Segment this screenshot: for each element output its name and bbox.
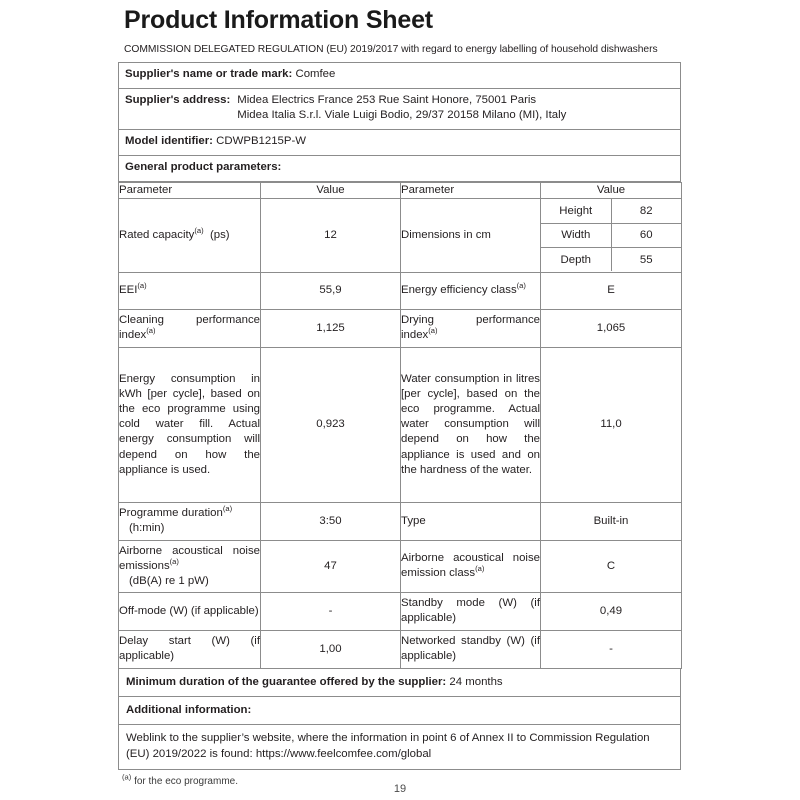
param-programme-duration-unit: (h:min) bbox=[129, 522, 165, 535]
table-row bbox=[119, 592, 682, 630]
table-row bbox=[119, 309, 682, 347]
general-parameters-label: General product parameters: bbox=[125, 160, 282, 173]
supplier-name-value: Comfee bbox=[295, 68, 336, 80]
dimension-row bbox=[541, 199, 681, 223]
value-dimensions bbox=[541, 198, 682, 272]
value-standby-mode: 0,49 bbox=[541, 592, 682, 630]
value-type: Built-in bbox=[541, 502, 682, 540]
footnote-marker: (a) bbox=[146, 326, 156, 336]
header-parameter-left: Parameter bbox=[119, 182, 261, 198]
guarantee-value: 24 months bbox=[449, 675, 503, 688]
param-noise-emission-class bbox=[401, 540, 541, 592]
param-rated-capacity-unit: (ps) bbox=[209, 228, 230, 241]
additional-information-label: Additional information: bbox=[126, 704, 252, 717]
model-identifier-row bbox=[118, 129, 681, 155]
value-water-consumption: 11,0 bbox=[541, 347, 682, 502]
dimension-label-width: Width bbox=[541, 223, 611, 247]
dimension-value-height: 82 bbox=[611, 199, 681, 223]
product-information-sheet bbox=[118, 0, 681, 787]
value-delay-start: 1,00 bbox=[261, 630, 401, 668]
header-value-right: Value bbox=[541, 182, 682, 198]
param-programme-duration-text: Programme duration bbox=[119, 507, 223, 520]
param-water-consumption: Water consumption in litres [per cycle], based on the eco programme. Actual water consumption will depend on how the appliance is used and on the hardness of the water. bbox=[401, 347, 541, 502]
header-parameter-right: Parameter bbox=[401, 182, 541, 198]
table-row bbox=[119, 502, 682, 540]
param-delay-start: Delay start (W) (if applicable) bbox=[119, 630, 261, 668]
value-energy-efficiency-class: E bbox=[541, 272, 682, 309]
footnote-marker: (a) bbox=[222, 504, 233, 514]
footnote-marker: (a) bbox=[194, 225, 204, 235]
guarantee-label: Minimum duration of the guarantee offered by the supplier: bbox=[126, 675, 447, 688]
dimension-label-height: Height bbox=[541, 199, 611, 223]
param-rated-capacity-text: Rated capacity bbox=[119, 228, 195, 241]
table-row bbox=[119, 198, 682, 272]
param-energy-consumption: Energy consumption in kWh [per cycle], based on the eco programme using cold water fill. Actual energy consumption will depend on how the appliance is used. bbox=[119, 347, 261, 502]
value-networked-standby: - bbox=[541, 630, 682, 668]
supplier-address-line-2: Midea Italia S.r.l. Viale Luigi Bodio, 29/37 20158 Milano (MI), Italy bbox=[237, 109, 567, 122]
param-noise-emission-class-text: Airborne acoustical noise emission class bbox=[401, 552, 540, 580]
weblink-row bbox=[118, 725, 681, 769]
page-title: Product Information Sheet bbox=[124, 6, 433, 34]
value-cleaning-performance-index: 1,125 bbox=[261, 309, 401, 347]
table-row bbox=[119, 272, 682, 309]
weblink-url[interactable]: https://www.feelcomfee.com/global bbox=[255, 748, 432, 761]
value-noise-emissions: 47 bbox=[261, 540, 401, 592]
param-noise-emissions-text: Airborne acoustical noise emissions bbox=[119, 544, 260, 572]
supplier-address-label: Supplier's address: bbox=[125, 93, 231, 106]
table-row bbox=[119, 630, 682, 668]
param-programme-duration bbox=[119, 502, 261, 540]
dimension-row bbox=[541, 247, 681, 271]
value-rated-capacity: 12 bbox=[261, 198, 401, 272]
param-cleaning-performance-index bbox=[119, 309, 261, 347]
page-number: 19 bbox=[393, 783, 407, 795]
value-noise-emission-class: C bbox=[541, 540, 682, 592]
supplier-name-label: Supplier's name or trade mark: bbox=[125, 68, 293, 80]
regulation-reference: COMMISSION DELEGATED REGULATION (EU) 2019/2017 with regard to energy labelling of household dishwashers bbox=[124, 44, 658, 55]
header-value-left: Value bbox=[261, 182, 401, 198]
param-rated-capacity bbox=[119, 198, 261, 272]
general-parameters-table bbox=[118, 182, 682, 669]
param-eei-text: EEI bbox=[119, 284, 138, 297]
model-identifier-value: CDWPB1215P-W bbox=[216, 135, 307, 148]
footnote-marker: (a) bbox=[137, 281, 147, 291]
footnote-marker: (a) bbox=[516, 281, 526, 291]
value-eei: 55,9 bbox=[261, 272, 401, 309]
param-noise-emissions-unit: (dB(A) re 1 pW) bbox=[129, 574, 209, 587]
param-off-mode: Off-mode (W) (if applicable) bbox=[119, 592, 261, 630]
param-energy-efficiency-class-text: Energy efficiency class bbox=[401, 284, 517, 297]
table-row bbox=[119, 347, 682, 502]
param-drying-performance-index bbox=[401, 309, 541, 347]
model-identifier-label: Model identifier: bbox=[125, 135, 213, 148]
supplier-address-row bbox=[118, 88, 681, 129]
value-programme-duration: 3:50 bbox=[261, 502, 401, 540]
value-drying-performance-index: 1,065 bbox=[541, 309, 682, 347]
param-eei bbox=[119, 272, 261, 309]
supplier-name-row bbox=[118, 62, 681, 88]
supplier-address-line-1: Midea Electrics France 253 Rue Saint Honore, 75001 Paris bbox=[237, 93, 537, 106]
footnote-marker: (a) bbox=[169, 556, 179, 566]
table-row bbox=[119, 540, 682, 592]
table-header-row bbox=[119, 182, 682, 198]
dimensions-subtable bbox=[541, 199, 681, 271]
param-dimensions: Dimensions in cm bbox=[401, 198, 541, 272]
general-parameters-header bbox=[118, 155, 681, 182]
guarantee-row bbox=[118, 669, 681, 697]
footnote-marker: (a) bbox=[428, 326, 438, 336]
footnote-text: for the eco programme. bbox=[134, 775, 238, 787]
param-networked-standby: Networked standby (W) (if applicable) bbox=[401, 630, 541, 668]
dimension-value-width: 60 bbox=[611, 223, 681, 247]
footnote-marker: (a) bbox=[122, 772, 132, 782]
dimension-row bbox=[541, 223, 681, 247]
value-energy-consumption: 0,923 bbox=[261, 347, 401, 502]
dimension-value-depth: 55 bbox=[611, 247, 681, 271]
footnote-marker: (a) bbox=[475, 564, 485, 574]
additional-information-row bbox=[118, 697, 681, 725]
dimension-label-depth: Depth bbox=[541, 247, 611, 271]
param-drying-performance-index-text: Drying performance index bbox=[401, 314, 540, 342]
value-off-mode: - bbox=[261, 592, 401, 630]
param-cleaning-performance-index-text: Cleaning performance index bbox=[119, 314, 260, 342]
param-energy-efficiency-class bbox=[401, 272, 541, 309]
param-noise-emissions bbox=[119, 540, 261, 592]
param-standby-mode: Standby mode (W) (if applicable) bbox=[401, 592, 541, 630]
param-type: Type bbox=[401, 502, 541, 540]
weblink-description: Weblink to the supplier’s website, where the information in point 6 of Annex II to Commission Regulation (EU) 2019/2022 is found: bbox=[126, 732, 650, 761]
